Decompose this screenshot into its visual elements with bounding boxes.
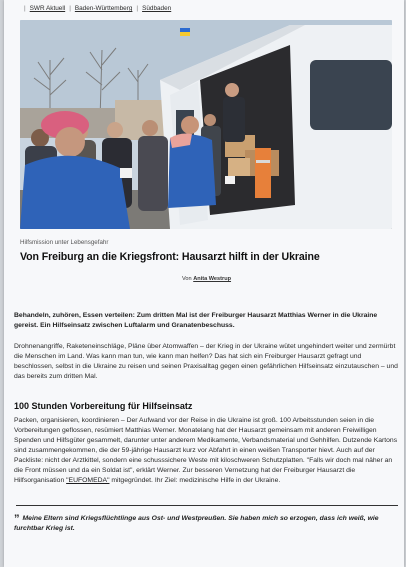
breadcrumb-separator: | — [24, 5, 26, 12]
quote-mark-icon: ” — [14, 513, 20, 525]
article-lead: Behandeln, zuhören, Essen verteilen: Zum dritten Mal ist der Freiburger Hausarzt Matthias Werner in die Ukraine gereist. Ein Hilfseinsatz zwischen Luftalarm und Granatenbeschuss. — [14, 312, 378, 329]
photo-caption: Hilfsmission unter Lebensgefahr — [20, 239, 109, 246]
breadcrumb-separator: | — [69, 5, 71, 12]
hero-photo[interactable] — [20, 20, 392, 229]
author-name-link[interactable]: Anita Westrup — [193, 276, 232, 282]
ukraine-flag-icon — [180, 28, 190, 36]
author-prefix: Von — [182, 276, 192, 282]
hero-photo-illustration — [20, 20, 392, 229]
paragraph-text: Packen, organisieren, koordinieren – Der Aufwand vor der Reise in die Ukraine ist groß. 100 Arbeitsstunden seien in die Vorbereitungen geflossen, resümiert Matthias Werner. Monatelang hat der Hausarzt gemeinsam mit anderen Freiwilligen Spenden und Hilfsgüter gesammelt, darunter unter anderem Medikamente, Verbandsmaterial und Gehhilfen. Dutzende Kartons sind zusammengekommen, die der 59-jährige Hausarzt kurz vor Abfahrt in einen weißen Transporter hievt. Auch auf der Packliste: nicht der Arztkittel, sondern eine schusssichere Weste mit kiloschweren Schutzplatten. "Falls wir doch mal näher an die Front müssen und da ein Soldat ist", erklärt Werner. Zur besseren Vernetzung hat der Freiburger Hausarzt die Hilfsorganisation — [14, 417, 398, 484]
paragraph-text: mitgegründet. Ihr Ziel: medizinische Hilfe in der Ukraine. — [109, 477, 281, 484]
eufomeda-link[interactable]: "EUFOMEDA" — [66, 477, 110, 484]
quote-divider — [16, 505, 398, 506]
breadcrumb-item-baden-wuerttemberg[interactable]: Baden-Württemberg — [74, 5, 133, 12]
section-heading: 100 Stunden Vorbereitung für Hilfseinsatz — [14, 401, 193, 411]
breadcrumb — [24, 5, 171, 12]
article-paragraph — [14, 416, 398, 486]
article-paragraph: Drohnenangriffe, Raketeneinschläge, Pläne über Atomwaffen – der Krieg in der Ukraine wütet ungehindert weiter und zermürbt die Menschen im Land. Was kann man tun, wie kann man helfen? Das hat sich ein Freiburger Hausarzt gefragt und beschlossen, selbst in die Ukraine zu reisen und seinen Praxisalltag gegen einen gefährlichen Hilfseinsatz einzutauschen – und das bereits zum dritten Mal. — [14, 343, 398, 380]
quote-text: Meine Eltern sind Kriegsflüchtlinge aus Ost- und Westpreußen. Sie haben mich so erzogen, dass ich weiß, wie furchtbar Krieg ist. — [14, 515, 379, 532]
author-line — [182, 276, 231, 282]
article-page — [4, 0, 404, 567]
breadcrumb-item-swr-aktuell[interactable]: SWR Aktuell — [29, 5, 66, 12]
breadcrumb-item-suedbaden[interactable]: Südbaden — [142, 5, 172, 12]
breadcrumb-separator: | — [136, 5, 139, 12]
article-title: Von Freiburg an die Kriegsfront: Hausarzt hilft in der Ukraine — [20, 251, 320, 263]
pull-quote — [14, 514, 398, 534]
